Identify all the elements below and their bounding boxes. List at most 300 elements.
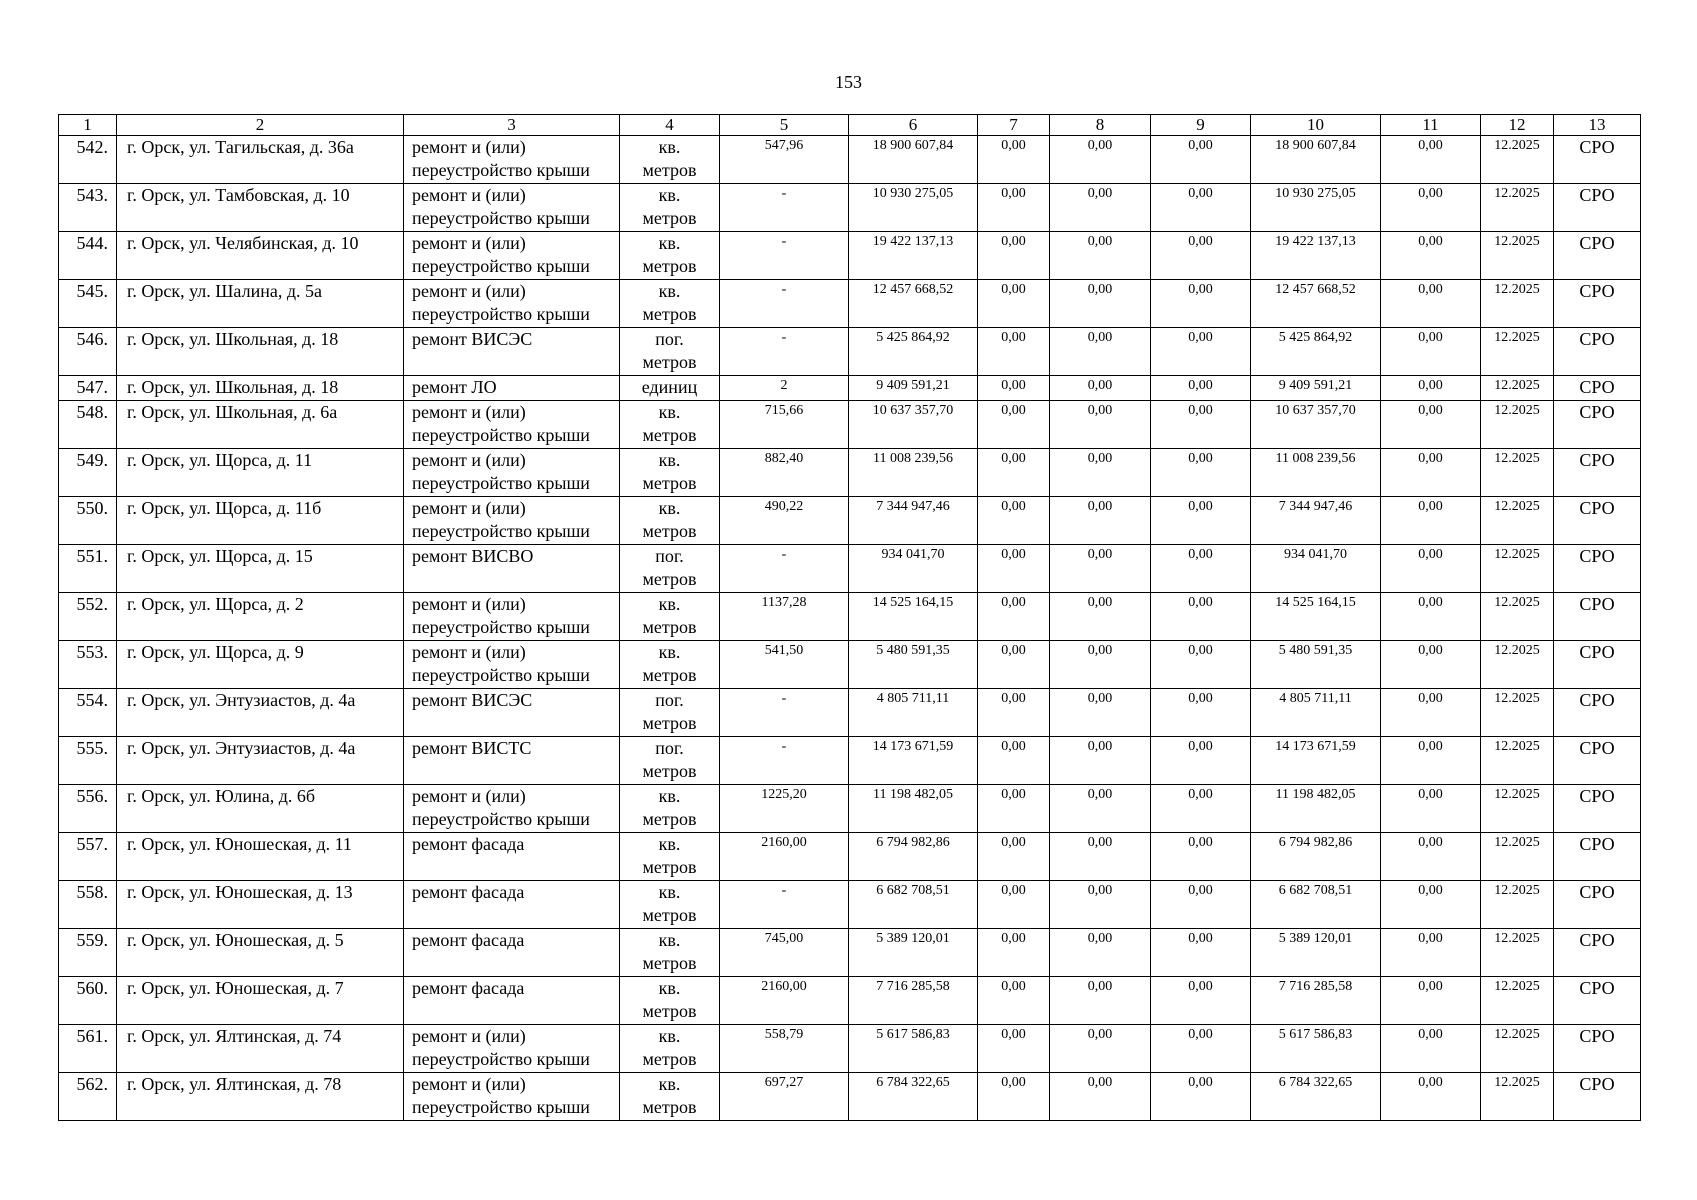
- row-number: 555.: [59, 737, 117, 785]
- unit-cell-line: кв.: [658, 930, 681, 950]
- unit-cell-line: единиц: [641, 377, 698, 397]
- table-row: [59, 785, 1641, 833]
- deadline-cell: 12.2025: [1481, 977, 1554, 1025]
- total-cost-cell: 5 425 864,92: [849, 328, 978, 376]
- work-type-cell: [404, 929, 620, 977]
- work-type-cell-line: переустройство крыши: [412, 521, 590, 541]
- unit-cell: [620, 545, 720, 593]
- volume-cell: 2160,00: [720, 833, 849, 881]
- volume-cell: -: [720, 689, 849, 737]
- unit-cell: [620, 449, 720, 497]
- col7-cell: 0,00: [978, 328, 1050, 376]
- volume-cell: 745,00: [720, 929, 849, 977]
- row-number: 560.: [59, 977, 117, 1025]
- organization-cell: СРО: [1554, 641, 1641, 689]
- work-type-cell-line: ремонт ВИСВО: [412, 546, 534, 566]
- col9-cell: 0,00: [1151, 401, 1251, 449]
- col10-cell: 5 389 120,01: [1251, 929, 1381, 977]
- table-row: [59, 136, 1641, 184]
- volume-cell: 490,22: [720, 497, 849, 545]
- unit-cell: [620, 184, 720, 232]
- col11-cell: 0,00: [1381, 929, 1481, 977]
- row-number: 547.: [59, 376, 117, 401]
- col7-cell: 0,00: [978, 545, 1050, 593]
- unit-cell: [620, 1073, 720, 1121]
- work-type-cell-line: переустройство крыши: [412, 256, 590, 276]
- col10-cell: 10 637 357,70: [1251, 401, 1381, 449]
- col7-cell: 0,00: [978, 1025, 1050, 1073]
- col11-cell: 0,00: [1381, 376, 1481, 401]
- col10-cell: 12 457 668,52: [1251, 280, 1381, 328]
- unit-cell-line: метров: [642, 905, 697, 925]
- col10-cell: 14 173 671,59: [1251, 737, 1381, 785]
- deadline-cell: 12.2025: [1481, 737, 1554, 785]
- organization-cell: СРО: [1554, 545, 1641, 593]
- unit-cell-line: метров: [642, 953, 697, 973]
- volume-cell: -: [720, 184, 849, 232]
- col8-cell: 0,00: [1050, 328, 1151, 376]
- address-cell: г. Орск, ул. Юношеская, д. 5: [117, 929, 404, 977]
- col7-cell: 0,00: [978, 737, 1050, 785]
- volume-cell: -: [720, 881, 849, 929]
- total-cost-cell: 5 480 591,35: [849, 641, 978, 689]
- address-cell: г. Орск, ул. Щорса, д. 11: [117, 449, 404, 497]
- col9-cell: 0,00: [1151, 689, 1251, 737]
- col10-cell: 6 784 322,65: [1251, 1073, 1381, 1121]
- table-row: [59, 593, 1641, 641]
- unit-cell: [620, 689, 720, 737]
- table-row: [59, 497, 1641, 545]
- unit-cell-line: метров: [642, 761, 697, 781]
- header-row: [59, 115, 1641, 136]
- col8-cell: 0,00: [1050, 689, 1151, 737]
- col11-cell: 0,00: [1381, 737, 1481, 785]
- col11-cell: 0,00: [1381, 881, 1481, 929]
- col11-cell: 0,00: [1381, 232, 1481, 280]
- volume-cell: -: [720, 232, 849, 280]
- col11-cell: 0,00: [1381, 977, 1481, 1025]
- col10-cell: 11 198 482,05: [1251, 785, 1381, 833]
- volume-cell: 541,50: [720, 641, 849, 689]
- col10-cell: 6 794 982,86: [1251, 833, 1381, 881]
- column-header-2: 2: [117, 115, 404, 136]
- table-row: [59, 977, 1641, 1025]
- address-cell: г. Орск, ул. Щорса, д. 15: [117, 545, 404, 593]
- unit-cell-line: кв.: [658, 450, 681, 470]
- column-header-3: 3: [404, 115, 620, 136]
- unit-cell-line: метров: [642, 665, 697, 685]
- col8-cell: 0,00: [1050, 1025, 1151, 1073]
- col9-cell: 0,00: [1151, 1025, 1251, 1073]
- col9-cell: 0,00: [1151, 497, 1251, 545]
- row-number: 557.: [59, 833, 117, 881]
- work-type-cell: [404, 689, 620, 737]
- page-number: 153: [835, 72, 862, 92]
- unit-cell: [620, 881, 720, 929]
- col8-cell: 0,00: [1050, 977, 1151, 1025]
- deadline-cell: 12.2025: [1481, 376, 1554, 401]
- col9-cell: 0,00: [1151, 1073, 1251, 1121]
- row-number: 558.: [59, 881, 117, 929]
- total-cost-cell: 14 173 671,59: [849, 737, 978, 785]
- col10-cell: 14 525 164,15: [1251, 593, 1381, 641]
- organization-cell: СРО: [1554, 328, 1641, 376]
- unit-cell-line: кв.: [658, 185, 681, 205]
- col9-cell: 0,00: [1151, 184, 1251, 232]
- col7-cell: 0,00: [978, 136, 1050, 184]
- deadline-cell: 12.2025: [1481, 881, 1554, 929]
- work-type-cell: [404, 184, 620, 232]
- work-type-cell: [404, 545, 620, 593]
- work-type-cell-line: переустройство крыши: [412, 425, 590, 445]
- unit-cell-line: метров: [642, 857, 697, 877]
- deadline-cell: 12.2025: [1481, 545, 1554, 593]
- organization-cell: СРО: [1554, 689, 1641, 737]
- work-type-cell-line: ремонт и (или): [412, 1074, 526, 1094]
- col8-cell: 0,00: [1050, 280, 1151, 328]
- table-row: [59, 376, 1641, 401]
- col8-cell: 0,00: [1050, 929, 1151, 977]
- col10-cell: 11 008 239,56: [1251, 449, 1381, 497]
- col7-cell: 0,00: [978, 929, 1050, 977]
- col7-cell: 0,00: [978, 401, 1050, 449]
- table-row: [59, 401, 1641, 449]
- work-type-cell-line: ремонт и (или): [412, 498, 526, 518]
- col10-cell: 5 617 586,83: [1251, 1025, 1381, 1073]
- row-number: 556.: [59, 785, 117, 833]
- deadline-cell: 12.2025: [1481, 641, 1554, 689]
- organization-cell: СРО: [1554, 977, 1641, 1025]
- deadline-cell: 12.2025: [1481, 785, 1554, 833]
- volume-cell: 1225,20: [720, 785, 849, 833]
- unit-cell: [620, 929, 720, 977]
- work-type-cell: [404, 136, 620, 184]
- table-row: [59, 737, 1641, 785]
- deadline-cell: 12.2025: [1481, 401, 1554, 449]
- unit-cell: [620, 136, 720, 184]
- organization-cell: СРО: [1554, 1025, 1641, 1073]
- row-number: 559.: [59, 929, 117, 977]
- col10-cell: 7 716 285,58: [1251, 977, 1381, 1025]
- col11-cell: 0,00: [1381, 641, 1481, 689]
- organization-cell: СРО: [1554, 497, 1641, 545]
- col10-cell: 5 425 864,92: [1251, 328, 1381, 376]
- col11-cell: 0,00: [1381, 1025, 1481, 1073]
- col11-cell: 0,00: [1381, 401, 1481, 449]
- work-type-cell-line: переустройство крыши: [412, 160, 590, 180]
- work-type-cell-line: ремонт и (или): [412, 642, 526, 662]
- table-row: [59, 833, 1641, 881]
- organization-cell: СРО: [1554, 280, 1641, 328]
- unit-cell-line: кв.: [658, 882, 681, 902]
- work-type-cell: [404, 833, 620, 881]
- unit-cell-line: кв.: [658, 1074, 681, 1094]
- deadline-cell: 12.2025: [1481, 929, 1554, 977]
- work-type-cell-line: переустройство крыши: [412, 1097, 590, 1117]
- unit-cell: [620, 280, 720, 328]
- total-cost-cell: 5 617 586,83: [849, 1025, 978, 1073]
- table-row: [59, 881, 1641, 929]
- column-header-4: 4: [620, 115, 720, 136]
- row-number: 549.: [59, 449, 117, 497]
- work-type-cell: [404, 785, 620, 833]
- column-header-12: 12: [1481, 115, 1554, 136]
- table-row: [59, 1025, 1641, 1073]
- col9-cell: 0,00: [1151, 232, 1251, 280]
- col11-cell: 0,00: [1381, 328, 1481, 376]
- table-row: [59, 280, 1641, 328]
- address-cell: г. Орск, ул. Челябинская, д. 10: [117, 232, 404, 280]
- col11-cell: 0,00: [1381, 280, 1481, 328]
- unit-cell-line: метров: [642, 473, 697, 493]
- address-cell: г. Орск, ул. Юношеская, д. 13: [117, 881, 404, 929]
- work-type-cell-line: ремонт и (или): [412, 594, 526, 614]
- work-type-cell-line: ремонт ВИСТС: [412, 738, 532, 758]
- table-row: [59, 1073, 1641, 1121]
- unit-cell-line: метров: [642, 1097, 697, 1117]
- table-row: [59, 689, 1641, 737]
- row-number: 545.: [59, 280, 117, 328]
- col9-cell: 0,00: [1151, 545, 1251, 593]
- work-type-cell: [404, 1025, 620, 1073]
- work-type-cell: [404, 1073, 620, 1121]
- work-type-cell: [404, 977, 620, 1025]
- organization-cell: СРО: [1554, 737, 1641, 785]
- unit-cell-line: кв.: [658, 1026, 681, 1046]
- unit-cell-line: метров: [642, 304, 697, 324]
- total-cost-cell: 5 389 120,01: [849, 929, 978, 977]
- col11-cell: 0,00: [1381, 449, 1481, 497]
- volume-cell: 547,96: [720, 136, 849, 184]
- deadline-cell: 12.2025: [1481, 184, 1554, 232]
- col8-cell: 0,00: [1050, 401, 1151, 449]
- work-type-cell: [404, 881, 620, 929]
- address-cell: г. Орск, ул. Юлина, д. 6б: [117, 785, 404, 833]
- col10-cell: 9 409 591,21: [1251, 376, 1381, 401]
- volume-cell: 697,27: [720, 1073, 849, 1121]
- col11-cell: 0,00: [1381, 785, 1481, 833]
- row-number: 562.: [59, 1073, 117, 1121]
- deadline-cell: 12.2025: [1481, 497, 1554, 545]
- work-type-cell-line: переустройство крыши: [412, 208, 590, 228]
- row-number: 544.: [59, 232, 117, 280]
- organization-cell: СРО: [1554, 376, 1641, 401]
- col9-cell: 0,00: [1151, 977, 1251, 1025]
- unit-cell-line: метров: [642, 1049, 697, 1069]
- col9-cell: 0,00: [1151, 833, 1251, 881]
- work-type-cell-line: ремонт ВИСЭС: [412, 329, 533, 349]
- unit-cell-line: пог.: [655, 690, 684, 710]
- organization-cell: СРО: [1554, 232, 1641, 280]
- work-type-cell: [404, 449, 620, 497]
- col9-cell: 0,00: [1151, 449, 1251, 497]
- col8-cell: 0,00: [1050, 232, 1151, 280]
- column-header-1: 1: [59, 115, 117, 136]
- volume-cell: 2: [720, 376, 849, 401]
- table-row: [59, 545, 1641, 593]
- col9-cell: 0,00: [1151, 641, 1251, 689]
- work-type-cell-line: ремонт и (или): [412, 233, 526, 253]
- total-cost-cell: 934 041,70: [849, 545, 978, 593]
- total-cost-cell: 18 900 607,84: [849, 136, 978, 184]
- col11-cell: 0,00: [1381, 833, 1481, 881]
- col8-cell: 0,00: [1050, 1073, 1151, 1121]
- unit-cell-line: метров: [642, 569, 697, 589]
- unit-cell-line: метров: [642, 256, 697, 276]
- volume-cell: -: [720, 280, 849, 328]
- row-number: 553.: [59, 641, 117, 689]
- unit-cell-line: метров: [642, 809, 697, 829]
- address-cell: г. Орск, ул. Энтузиастов, д. 4а: [117, 689, 404, 737]
- work-type-cell-line: ремонт фасада: [412, 930, 525, 950]
- total-cost-cell: 11 008 239,56: [849, 449, 978, 497]
- col11-cell: 0,00: [1381, 136, 1481, 184]
- unit-cell: [620, 328, 720, 376]
- column-header-7: 7: [978, 115, 1050, 136]
- col10-cell: 7 344 947,46: [1251, 497, 1381, 545]
- deadline-cell: 12.2025: [1481, 1025, 1554, 1073]
- col9-cell: 0,00: [1151, 881, 1251, 929]
- organization-cell: СРО: [1554, 929, 1641, 977]
- work-type-cell-line: ремонт фасада: [412, 834, 525, 854]
- address-cell: г. Орск, ул. Школьная, д. 6а: [117, 401, 404, 449]
- unit-cell-line: кв.: [658, 233, 681, 253]
- work-type-cell-line: ремонт фасада: [412, 882, 525, 902]
- organization-cell: СРО: [1554, 1073, 1641, 1121]
- col8-cell: 0,00: [1050, 785, 1151, 833]
- unit-cell: [620, 833, 720, 881]
- col8-cell: 0,00: [1050, 184, 1151, 232]
- unit-cell-line: пог.: [655, 546, 684, 566]
- col7-cell: 0,00: [978, 689, 1050, 737]
- column-header-11: 11: [1381, 115, 1481, 136]
- row-number: 542.: [59, 136, 117, 184]
- col7-cell: 0,00: [978, 977, 1050, 1025]
- address-cell: г. Орск, ул. Шалина, д. 5а: [117, 280, 404, 328]
- unit-cell-line: кв.: [658, 594, 681, 614]
- deadline-cell: 12.2025: [1481, 449, 1554, 497]
- work-type-cell: [404, 376, 620, 401]
- table-row: [59, 184, 1641, 232]
- col7-cell: 0,00: [978, 641, 1050, 689]
- organization-cell: СРО: [1554, 785, 1641, 833]
- address-cell: г. Орск, ул. Щорса, д. 9: [117, 641, 404, 689]
- work-type-cell-line: переустройство крыши: [412, 617, 590, 637]
- total-cost-cell: 6 784 322,65: [849, 1073, 978, 1121]
- col7-cell: 0,00: [978, 376, 1050, 401]
- unit-cell: [620, 785, 720, 833]
- volume-cell: 1137,28: [720, 593, 849, 641]
- volume-cell: 882,40: [720, 449, 849, 497]
- unit-cell-line: кв.: [658, 786, 681, 806]
- volume-cell: 558,79: [720, 1025, 849, 1073]
- work-type-cell-line: ремонт и (или): [412, 402, 526, 422]
- address-cell: г. Орск, ул. Ялтинская, д. 78: [117, 1073, 404, 1121]
- unit-cell-line: метров: [642, 208, 697, 228]
- work-type-cell-line: переустройство крыши: [412, 809, 590, 829]
- table-row: [59, 328, 1641, 376]
- row-number: 546.: [59, 328, 117, 376]
- col10-cell: 10 930 275,05: [1251, 184, 1381, 232]
- unit-cell-line: кв.: [658, 978, 681, 998]
- work-type-cell: [404, 593, 620, 641]
- unit-cell-line: кв.: [658, 498, 681, 518]
- unit-cell-line: метров: [642, 160, 697, 180]
- col7-cell: 0,00: [978, 833, 1050, 881]
- col8-cell: 0,00: [1050, 593, 1151, 641]
- total-cost-cell: 7 716 285,58: [849, 977, 978, 1025]
- col8-cell: 0,00: [1050, 497, 1151, 545]
- deadline-cell: 12.2025: [1481, 232, 1554, 280]
- row-number: 543.: [59, 184, 117, 232]
- col8-cell: 0,00: [1050, 641, 1151, 689]
- work-type-cell-line: переустройство крыши: [412, 665, 590, 685]
- organization-cell: СРО: [1554, 136, 1641, 184]
- total-cost-cell: 6 682 708,51: [849, 881, 978, 929]
- col7-cell: 0,00: [978, 881, 1050, 929]
- col10-cell: 18 900 607,84: [1251, 136, 1381, 184]
- total-cost-cell: 19 422 137,13: [849, 232, 978, 280]
- work-type-cell-line: ремонт и (или): [412, 137, 526, 157]
- work-type-cell-line: переустройство крыши: [412, 304, 590, 324]
- organization-cell: СРО: [1554, 881, 1641, 929]
- row-number: 550.: [59, 497, 117, 545]
- col8-cell: 0,00: [1050, 545, 1151, 593]
- organization-cell: СРО: [1554, 401, 1641, 449]
- address-cell: г. Орск, ул. Школьная, д. 18: [117, 328, 404, 376]
- unit-cell: [620, 737, 720, 785]
- volume-cell: -: [720, 737, 849, 785]
- table-row: [59, 449, 1641, 497]
- column-header-6: 6: [849, 115, 978, 136]
- column-header-8: 8: [1050, 115, 1151, 136]
- address-cell: г. Орск, ул. Щорса, д. 11б: [117, 497, 404, 545]
- col11-cell: 0,00: [1381, 593, 1481, 641]
- unit-cell-line: метров: [642, 713, 697, 733]
- col9-cell: 0,00: [1151, 376, 1251, 401]
- volume-cell: -: [720, 328, 849, 376]
- row-number: 554.: [59, 689, 117, 737]
- unit-cell-line: метров: [642, 617, 697, 637]
- row-number: 561.: [59, 1025, 117, 1073]
- work-type-cell-line: ремонт и (или): [412, 1026, 526, 1046]
- work-type-cell: [404, 497, 620, 545]
- col9-cell: 0,00: [1151, 785, 1251, 833]
- work-type-cell-line: переустройство крыши: [412, 1049, 590, 1069]
- work-type-cell-line: ремонт и (или): [412, 450, 526, 470]
- total-cost-cell: 9 409 591,21: [849, 376, 978, 401]
- work-type-cell: [404, 328, 620, 376]
- address-cell: г. Орск, ул. Ялтинская, д. 74: [117, 1025, 404, 1073]
- volume-cell: -: [720, 545, 849, 593]
- deadline-cell: 12.2025: [1481, 833, 1554, 881]
- unit-cell-line: пог.: [655, 329, 684, 349]
- work-type-cell: [404, 737, 620, 785]
- deadline-cell: 12.2025: [1481, 136, 1554, 184]
- unit-cell-line: метров: [642, 521, 697, 541]
- deadline-cell: 12.2025: [1481, 1073, 1554, 1121]
- address-cell: г. Орск, ул. Энтузиастов, д. 4а: [117, 737, 404, 785]
- total-cost-cell: 6 794 982,86: [849, 833, 978, 881]
- col11-cell: 0,00: [1381, 689, 1481, 737]
- total-cost-cell: 11 198 482,05: [849, 785, 978, 833]
- col10-cell: 19 422 137,13: [1251, 232, 1381, 280]
- col9-cell: 0,00: [1151, 136, 1251, 184]
- column-header-5: 5: [720, 115, 849, 136]
- work-type-cell: [404, 232, 620, 280]
- organization-cell: СРО: [1554, 184, 1641, 232]
- address-cell: г. Орск, ул. Тамбовская, д. 10: [117, 184, 404, 232]
